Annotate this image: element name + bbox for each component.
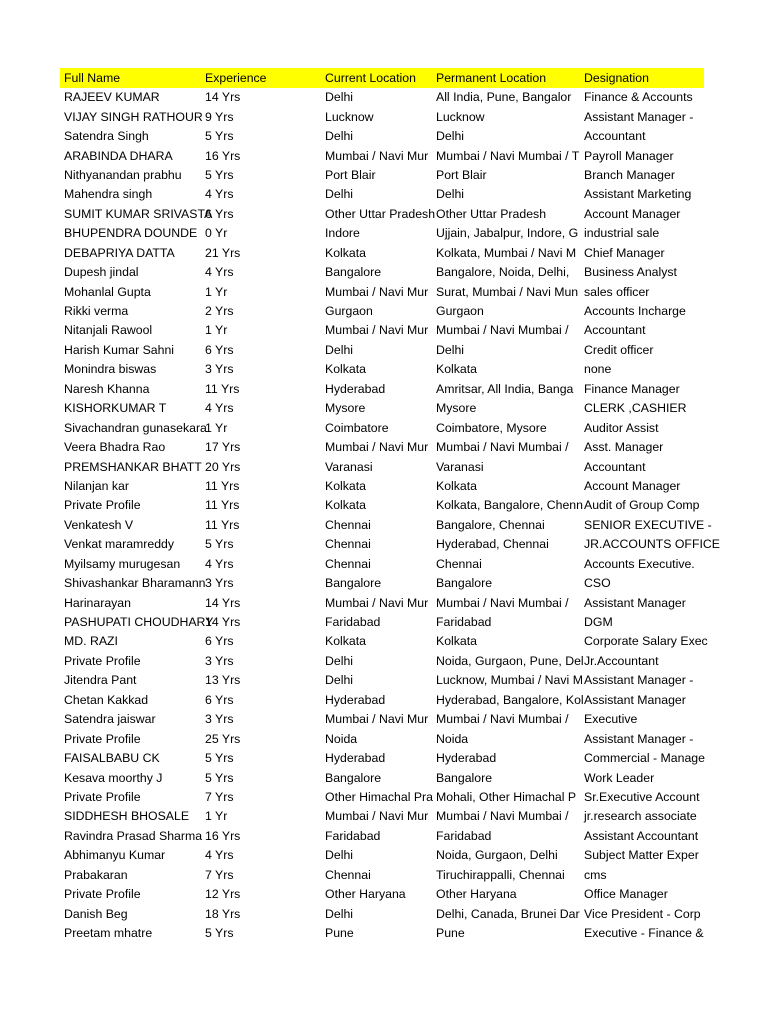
designation-cell: Jr.Accountant [584, 653, 659, 668]
table-row [60, 321, 704, 340]
table-row [60, 516, 704, 535]
table-body [60, 88, 720, 943]
experience-cell: 13 Yrs [205, 673, 241, 688]
experience-cell: 6 Yrs [205, 692, 234, 707]
experience-cell: 4 Yrs [205, 848, 234, 863]
permanent-location-cell: Mysore [436, 401, 477, 416]
designation-cell: Finance Manager [584, 381, 680, 396]
designation-cell: Assistant Manager [584, 595, 686, 610]
current-location-cell: Hyderabad [325, 692, 386, 707]
permanent-location-cell: Hyderabad, Chennai [436, 537, 549, 552]
full-name-cell: Nitanjali Rawool [64, 323, 153, 338]
full-name-cell: Mahendra singh [64, 187, 153, 202]
current-location-cell: Faridabad [325, 615, 381, 630]
current-location-cell: Kolkata [325, 362, 367, 377]
permanent-location-cell: Noida, Gurgaon, Delhi [436, 848, 558, 863]
experience-cell: 5 Yrs [205, 537, 234, 552]
experience-cell: 1 Yr [205, 420, 228, 435]
full-name-cell: Veera Bhadra Rao [64, 440, 166, 455]
table-row [60, 652, 704, 671]
current-location-cell: Mysore [325, 401, 366, 416]
table-row [60, 866, 704, 885]
table-row [60, 671, 704, 690]
designation-cell: Assistant Manager [584, 692, 686, 707]
header-full-name: Full Name [64, 70, 121, 85]
full-name-cell: FAISALBABU CK [64, 751, 160, 766]
experience-cell: 1 Yr [205, 809, 228, 824]
full-name-cell: Rikki verma [64, 304, 129, 319]
designation-cell: JR.ACCOUNTS OFFICE [584, 537, 720, 552]
full-name-cell: Private Profile [64, 653, 141, 668]
current-location-cell: Faridabad [325, 828, 381, 843]
permanent-location-cell: Faridabad [436, 828, 492, 843]
full-name-cell: BHUPENDRA DOUNDE [64, 226, 198, 241]
experience-cell: 1 Yr [205, 323, 228, 338]
full-name-cell: Private Profile [64, 498, 141, 513]
experience-cell: 5 Yrs [205, 926, 234, 941]
full-name-cell: Private Profile [64, 789, 141, 804]
current-location-cell: Hyderabad [325, 751, 386, 766]
experience-cell: 4 Yrs [205, 401, 234, 416]
experience-cell: 5 Yrs [205, 770, 234, 785]
current-location-cell: Kolkata [325, 498, 367, 513]
designation-cell: industrial sale [584, 226, 660, 241]
designation-cell: Commercial - Manage [584, 751, 705, 766]
experience-cell: 1 Yr [205, 284, 228, 299]
permanent-location-cell: Faridabad [436, 615, 492, 630]
designation-cell: Account Manager [584, 206, 681, 221]
full-name-cell: Harish Kumar Sahni [64, 342, 175, 357]
current-location-cell: Kolkata [325, 634, 367, 649]
designation-cell: Payroll Manager [584, 148, 674, 163]
designation-cell: Subject Matter Exper [584, 848, 699, 863]
header-designation: Designation [584, 70, 649, 85]
experience-cell: 14 Yrs [205, 595, 241, 610]
permanent-location-cell: Surat, Mumbai / Navi Mun [436, 284, 579, 299]
table-row [60, 457, 704, 476]
table-row [60, 749, 704, 768]
full-name-cell: Monindra biswas [64, 362, 157, 377]
designation-cell: SENIOR EXECUTIVE - [584, 517, 712, 532]
table-row [60, 535, 704, 554]
header-permanent-location: Permanent Location [436, 70, 547, 85]
table-row [60, 710, 704, 729]
experience-cell: 17 Yrs [205, 440, 241, 455]
full-name-cell: Naresh Khanna [64, 381, 150, 396]
full-name-cell: Jitendra Pant [64, 673, 137, 688]
full-name-cell: ARABINDA DHARA [64, 148, 173, 163]
full-name-cell: Preetam mhatre [64, 926, 153, 941]
permanent-location-cell: Mumbai / Navi Mumbai / [436, 809, 569, 824]
current-location-cell: Chennai [325, 556, 371, 571]
designation-cell: CSO [584, 576, 611, 591]
table-row [60, 768, 704, 787]
experience-cell: 4 Yrs [205, 187, 234, 202]
permanent-location-cell: Port Blair [436, 167, 487, 182]
designation-cell: Assistant Manager - [584, 673, 694, 688]
designation-cell: Accounts Executive. [584, 556, 695, 571]
full-name-cell: Abhimanyu Kumar [64, 848, 166, 863]
full-name-cell: KISHORKUMAR T [64, 401, 167, 416]
table-row [60, 613, 704, 632]
table-row [60, 127, 704, 146]
permanent-location-cell: Lucknow, Mumbai / Navi M [436, 673, 583, 688]
designation-cell: Account Manager [584, 478, 681, 493]
current-location-cell: Chennai [325, 867, 371, 882]
header-experience: Experience [205, 70, 267, 85]
spreadsheet [60, 68, 720, 943]
permanent-location-cell: Bangalore [436, 576, 493, 591]
full-name-cell: Kesava moorthy J [64, 770, 163, 785]
table-row [60, 185, 704, 204]
full-name-cell: Venkat maramreddy [64, 537, 175, 552]
full-name-cell: Harinarayan [64, 595, 131, 610]
permanent-location-cell: Other Uttar Pradesh [436, 206, 547, 221]
designation-cell: Assistant Manager - [584, 731, 694, 746]
permanent-location-cell: Mohali, Other Himachal P [436, 789, 577, 804]
table-row [60, 924, 704, 943]
current-location-cell: Delhi [325, 90, 354, 105]
current-location-cell: Delhi [325, 906, 354, 921]
permanent-location-cell: Noida [436, 731, 469, 746]
current-location-cell: Other Haryana [325, 887, 406, 902]
permanent-location-cell: Hyderabad, Bangalore, Kol [436, 692, 584, 707]
current-location-cell: Mumbai / Navi Mur [325, 148, 429, 163]
table-row [60, 885, 704, 904]
full-name-cell: Shivashankar Bharamann [64, 576, 206, 591]
full-name-cell: PASHUPATI CHOUDHARY [64, 615, 214, 630]
experience-cell: 2 Yrs [205, 304, 234, 319]
current-location-cell: Hyderabad [325, 381, 386, 396]
experience-cell: 6 Yrs [205, 342, 234, 357]
table-row [60, 691, 704, 710]
table-row [60, 438, 704, 457]
designation-cell: Work Leader [584, 770, 655, 785]
current-location-cell: Mumbai / Navi Mur [325, 440, 429, 455]
table-row [60, 477, 704, 496]
full-name-cell: VIJAY SINGH RATHOUR [64, 109, 203, 124]
experience-cell: 0 Yr [205, 226, 228, 241]
full-name-cell: Prabakaran [64, 867, 128, 882]
experience-cell: 3 Yrs [205, 362, 234, 377]
experience-cell: 11 Yrs [205, 381, 240, 396]
permanent-location-cell: Kolkata, Bangalore, Chenn [436, 498, 583, 513]
designation-cell: Accountant [584, 129, 646, 144]
designation-cell: sales officer [584, 284, 650, 299]
designation-cell: Assistant Accountant [584, 828, 699, 843]
designation-cell: Sr.Executive Account [584, 789, 700, 804]
permanent-location-cell: Mumbai / Navi Mumbai / [436, 595, 569, 610]
experience-cell: 11 Yrs [205, 517, 240, 532]
designation-cell: Accountant [584, 323, 646, 338]
full-name-cell: PREMSHANKAR BHATT [64, 459, 202, 474]
header-current-location: Current Location [325, 70, 416, 85]
table-row [60, 788, 704, 807]
current-location-cell: Noida [325, 731, 358, 746]
permanent-location-cell: Ujjain, Jabalpur, Indore, G [436, 226, 579, 241]
table-row [60, 380, 704, 399]
experience-cell: 5 Yrs [205, 129, 234, 144]
experience-cell: 7 Yrs [205, 867, 234, 882]
permanent-location-cell: Other Haryana [436, 887, 517, 902]
permanent-location-cell: Lucknow [436, 109, 485, 124]
experience-cell: 11 Yrs [205, 478, 240, 493]
full-name-cell: Ravindra Prasad Sharma [64, 828, 203, 843]
full-name-cell: MD. RAZI [64, 634, 118, 649]
designation-cell: Accounts Incharge [584, 304, 686, 319]
full-name-cell: Satendra Singh [64, 129, 149, 144]
table-row [60, 263, 704, 282]
current-location-cell: Pune [325, 926, 354, 941]
permanent-location-cell: Noida, Gurgaon, Pune, Del [436, 653, 584, 668]
permanent-location-cell: Gurgaon [436, 304, 484, 319]
experience-cell: 11 Yrs [205, 498, 240, 513]
permanent-location-cell: Mumbai / Navi Mumbai / [436, 323, 569, 338]
full-name-cell: Satendra jaiswar [64, 712, 156, 727]
full-name-cell: Private Profile [64, 887, 141, 902]
current-location-cell: Delhi [325, 342, 354, 357]
designation-cell: none [584, 362, 612, 377]
experience-cell: 16 Yrs [205, 828, 241, 843]
full-name-cell: Dupesh jindal [64, 265, 139, 280]
designation-cell: Auditor Assist [584, 420, 659, 435]
table-row [60, 904, 704, 923]
designation-cell: jr.research associate [584, 809, 697, 824]
current-location-cell: Varanasi [325, 459, 373, 474]
table-row [60, 205, 704, 224]
full-name-cell: DEBAPRIYA DATTA [64, 245, 175, 260]
permanent-location-cell: Mumbai / Navi Mumbai / [436, 440, 569, 455]
full-name-cell: Private Profile [64, 731, 141, 746]
experience-cell: 6 Yrs [205, 634, 234, 649]
permanent-location-cell: Amritsar, All India, Banga [436, 381, 574, 396]
designation-cell: Branch Manager [584, 167, 675, 182]
designation-cell: CLERK ,CASHIER [584, 401, 687, 416]
current-location-cell: Delhi [325, 653, 354, 668]
table-row [60, 341, 704, 360]
full-name-cell: Venkatesh V [64, 517, 134, 532]
designation-cell: Audit of Group Comp [584, 498, 700, 513]
experience-cell: 4 Yrs [205, 265, 234, 280]
experience-cell: 6 Yrs [205, 206, 234, 221]
table-row [60, 302, 704, 321]
current-location-cell: Other Uttar Pradesh [325, 206, 436, 221]
experience-cell: 16 Yrs [205, 148, 241, 163]
designation-cell: Credit officer [584, 342, 654, 357]
permanent-location-cell: Tiruchirappalli, Chennai [436, 867, 565, 882]
full-name-cell: RAJEEV KUMAR [64, 90, 160, 105]
permanent-location-cell: All India, Pune, Bangalor [436, 90, 572, 105]
full-name-cell: Nithyanandan prabhu [64, 167, 182, 182]
full-name-cell: SUMIT KUMAR SRIVASTA [64, 206, 213, 221]
full-name-cell: Chetan Kakkad [64, 692, 149, 707]
current-location-cell: Other Himachal Pra [325, 789, 433, 804]
permanent-location-cell: Delhi, Canada, Brunei Dar [436, 906, 580, 921]
designation-cell: Assistant Manager - [584, 109, 694, 124]
full-name-cell: Sivachandran gunasekara [64, 420, 207, 435]
designation-cell: Chief Manager [584, 245, 665, 260]
permanent-location-cell: Kolkata [436, 362, 478, 377]
permanent-location-cell: Hyderabad [436, 751, 497, 766]
current-location-cell: Delhi [325, 187, 354, 202]
designation-cell: Assistant Marketing [584, 187, 692, 202]
table-row [60, 107, 704, 126]
experience-cell: 25 Yrs [205, 731, 241, 746]
table-row [60, 574, 704, 593]
table-row [60, 360, 704, 379]
current-location-cell: Chennai [325, 537, 371, 552]
current-location-cell: Mumbai / Navi Mur [325, 712, 429, 727]
full-name-cell: Danish Beg [64, 906, 128, 921]
experience-cell: 9 Yrs [205, 109, 234, 124]
table-row [60, 146, 704, 165]
table-row [60, 224, 704, 243]
permanent-location-cell: Chennai [436, 556, 482, 571]
current-location-cell: Mumbai / Navi Mur [325, 809, 429, 824]
table-row [60, 282, 704, 301]
table-row [60, 846, 704, 865]
header-row [60, 68, 704, 88]
experience-cell: 12 Yrs [205, 887, 241, 902]
experience-cell: 3 Yrs [205, 576, 234, 591]
current-location-cell: Mumbai / Navi Mur [325, 595, 429, 610]
permanent-location-cell: Delhi [436, 187, 465, 202]
experience-cell: 14 Yrs [205, 90, 241, 105]
designation-cell: Executive - Finance & [584, 926, 704, 941]
permanent-location-cell: Kolkata [436, 478, 478, 493]
designation-cell: Vice President - Corp [584, 906, 701, 921]
table-row [60, 827, 704, 846]
experience-cell: 5 Yrs [205, 751, 234, 766]
permanent-location-cell: Bangalore, Chennai [436, 517, 545, 532]
table-row [60, 593, 704, 612]
designation-cell: Asst. Manager [584, 440, 664, 455]
table-row [60, 632, 704, 651]
table-row [60, 399, 704, 418]
current-location-cell: Bangalore [325, 265, 382, 280]
designation-cell: Business Analyst [584, 265, 677, 280]
permanent-location-cell: Mumbai / Navi Mumbai / T [436, 148, 580, 163]
current-location-cell: Gurgaon [325, 304, 373, 319]
current-location-cell: Port Blair [325, 167, 376, 182]
candidate-table [60, 68, 720, 943]
current-location-cell: Indore [325, 226, 360, 241]
full-name-cell: Myilsamy murugesan [64, 556, 181, 571]
full-name-cell: Mohanlal Gupta [64, 284, 151, 299]
current-location-cell: Bangalore [325, 770, 382, 785]
permanent-location-cell: Pune [436, 926, 465, 941]
experience-cell: 4 Yrs [205, 556, 234, 571]
experience-cell: 14 Yrs [205, 615, 241, 630]
designation-cell: Office Manager [584, 887, 668, 902]
permanent-location-cell: Delhi [436, 129, 465, 144]
designation-cell: Corporate Salary Exec [584, 634, 708, 649]
permanent-location-cell: Kolkata, Mumbai / Navi M [436, 245, 577, 260]
table-row [60, 88, 704, 107]
permanent-location-cell: Bangalore [436, 770, 493, 785]
experience-cell: 3 Yrs [205, 712, 234, 727]
permanent-location-cell: Delhi [436, 342, 465, 357]
designation-cell: Finance & Accounts [584, 90, 693, 105]
table-row [60, 418, 704, 437]
table-row [60, 496, 704, 515]
table-row [60, 166, 704, 185]
full-name-cell: Nilanjan kar [64, 478, 129, 493]
current-location-cell: Delhi [325, 129, 354, 144]
current-location-cell: Coimbatore [325, 420, 389, 435]
experience-cell: 3 Yrs [205, 653, 234, 668]
current-location-cell: Kolkata [325, 478, 367, 493]
designation-cell: Executive [584, 712, 638, 727]
permanent-location-cell: Bangalore, Noida, Delhi, [436, 265, 570, 280]
current-location-cell: Mumbai / Navi Mur [325, 284, 429, 299]
experience-cell: 21 Yrs [205, 245, 241, 260]
experience-cell: 20 Yrs [205, 459, 241, 474]
table-row [60, 807, 704, 826]
designation-cell: cms [584, 867, 607, 882]
experience-cell: 5 Yrs [205, 167, 234, 182]
current-location-cell: Bangalore [325, 576, 382, 591]
table-row [60, 555, 704, 574]
table-row [60, 729, 704, 748]
current-location-cell: Delhi [325, 848, 354, 863]
current-location-cell: Delhi [325, 673, 354, 688]
permanent-location-cell: Varanasi [436, 459, 484, 474]
designation-cell: Accountant [584, 459, 646, 474]
current-location-cell: Chennai [325, 517, 371, 532]
experience-cell: 18 Yrs [205, 906, 241, 921]
current-location-cell: Mumbai / Navi Mur [325, 323, 429, 338]
full-name-cell: SIDDHESH BHOSALE [64, 809, 190, 824]
permanent-location-cell: Mumbai / Navi Mumbai / [436, 712, 569, 727]
permanent-location-cell: Kolkata [436, 634, 478, 649]
current-location-cell: Kolkata [325, 245, 367, 260]
experience-cell: 7 Yrs [205, 789, 234, 804]
table-row [60, 244, 704, 263]
designation-cell: DGM [584, 615, 613, 630]
permanent-location-cell: Coimbatore, Mysore [436, 420, 547, 435]
current-location-cell: Lucknow [325, 109, 374, 124]
